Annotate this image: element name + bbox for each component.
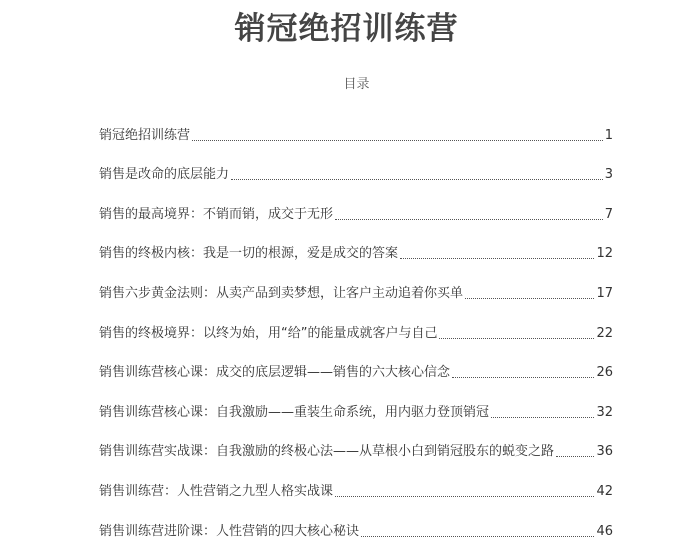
toc-list: [99, 116, 613, 552]
toc-page-number: 32: [596, 404, 613, 420]
toc-page-number: 3: [604, 167, 613, 183]
toc-page-number: 42: [596, 483, 613, 499]
toc-dot-leader: [231, 179, 603, 180]
toc-entry-title: 销售训练营：人性营销之九型人格实战课: [99, 483, 334, 499]
toc-entry[interactable]: [99, 433, 613, 473]
toc-entry-title: 销售六步黄金法则：从卖产品到卖梦想，让客户主动追着你买单: [99, 285, 464, 301]
toc-entry[interactable]: [99, 235, 613, 275]
toc-dot-leader: [439, 338, 594, 339]
toc-dot-leader: [192, 140, 603, 141]
toc-dot-leader: [400, 258, 594, 259]
toc-entry[interactable]: [99, 393, 613, 433]
toc-page-number: 1: [604, 127, 613, 143]
toc-dot-leader: [361, 536, 594, 537]
toc-entry[interactable]: [99, 195, 613, 235]
toc-dot-leader: [556, 456, 594, 457]
toc-heading: 目录: [343, 77, 370, 92]
toc-dot-leader: [465, 298, 594, 299]
toc-page-number: 22: [596, 325, 613, 341]
toc-dot-leader: [335, 496, 594, 497]
toc-entry[interactable]: [99, 472, 613, 512]
toc-entry-title: 销售训练营核心课：自我激励——重装生命系统，用内驱力登顶销冠: [99, 404, 490, 420]
toc-page-number: 46: [596, 523, 613, 539]
toc-dot-leader: [335, 219, 603, 220]
toc-entry-title: 销售训练营核心课：成交的底层逻辑——销售的六大核心信念: [99, 365, 451, 381]
toc-entry-title: 销售的终极内核：我是一切的根源，爱是成交的答案: [99, 246, 399, 262]
toc-entry-title: 销售训练营实战课：自我激励的终极心法——从草根小白到销冠股东的蜕变之路: [99, 444, 555, 460]
toc-entry-title: 销冠绝招训练营: [99, 127, 191, 143]
toc-page-number: 12: [596, 246, 613, 262]
document-title: 销冠绝招训练营: [234, 11, 459, 47]
toc-entry[interactable]: [99, 156, 613, 196]
toc-entry-title: 销售的终极境界：以终为始，用“给”的能量成就客户与自己: [99, 325, 438, 341]
toc-dot-leader: [452, 377, 594, 378]
toc-entry[interactable]: [99, 314, 613, 354]
toc-entry[interactable]: [99, 274, 613, 314]
toc-page-number: 17: [596, 285, 613, 301]
toc-entry[interactable]: [99, 512, 613, 552]
toc-page-number: 36: [596, 444, 613, 460]
toc-page-number: 7: [604, 206, 613, 222]
toc-entry-title: 销售训练营进阶课：人性营销的四大核心秘诀: [99, 523, 360, 539]
toc-entry-title: 销售的最高境界：不销而销，成交于无形: [99, 206, 334, 222]
toc-entry[interactable]: [99, 354, 613, 394]
toc-page-number: 26: [596, 365, 613, 381]
toc-entry-title: 销售是改命的底层能力: [99, 167, 230, 183]
toc-dot-leader: [491, 417, 594, 418]
toc-entry[interactable]: [99, 116, 613, 156]
